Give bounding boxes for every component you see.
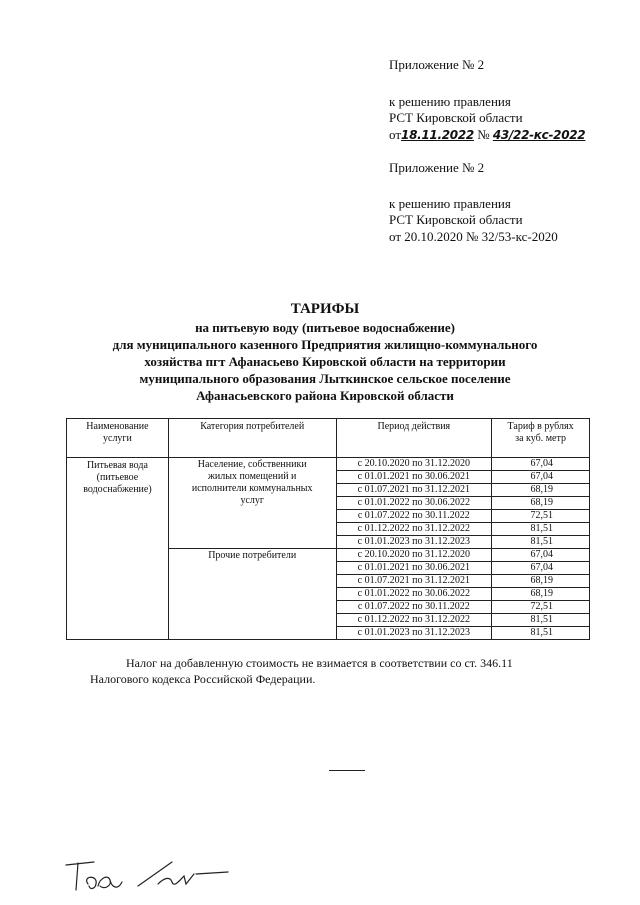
- period-cell: с 01.12.2022 по 31.12.2022: [336, 523, 492, 536]
- tariff-cell: 68,19: [492, 484, 590, 497]
- period-cell: с 20.10.2020 по 31.12.2020: [336, 458, 492, 471]
- handwritten-number: 43/22-кс-2022: [492, 128, 586, 142]
- period-cell: с 01.07.2021 по 31.12.2021: [336, 575, 492, 588]
- category-cell: Прочие потребители: [168, 549, 336, 640]
- signature-scribble: [60, 850, 240, 900]
- tax-note-line-2: Налогового кодекса Российской Федерации.: [90, 672, 316, 686]
- period-cell: с 01.01.2023 по 31.12.2023: [336, 536, 492, 549]
- appendix-label: Приложение № 2: [389, 57, 485, 72]
- period-cell: с 01.01.2021 по 30.06.2021: [336, 562, 492, 575]
- header-period: Период действия: [336, 419, 492, 458]
- title-line-2: для муниципального казенного Предприятия жилищно-коммунального: [112, 337, 538, 352]
- tariff-cell: 81,51: [492, 614, 590, 627]
- service-name-cell: Питьевая вода (питьевое водоснабжение): [67, 458, 169, 640]
- title-line-5: Афанасьевского района Кировской области: [196, 388, 454, 403]
- header-service: Наименование услуги: [67, 419, 169, 458]
- period-cell: с 01.01.2021 по 30.06.2021: [336, 471, 492, 484]
- period-cell: с 01.07.2022 по 30.11.2022: [336, 510, 492, 523]
- end-separator: [329, 770, 365, 771]
- tariff-cell: 72,51: [492, 510, 590, 523]
- tariff-cell: 67,04: [492, 549, 590, 562]
- table-header-row: [67, 419, 590, 458]
- title-line-3: хозяйства пгт Афанасьево Кировской области на территории: [144, 354, 506, 369]
- header-tariff: Тариф в рублях за куб. метр: [492, 419, 590, 458]
- appendix-label-2: Приложение № 2: [389, 160, 485, 175]
- category-cell: Население, собственники жилых помещений и исполнители коммунальных услуг: [168, 458, 336, 549]
- tariff-cell: 72,51: [492, 601, 590, 614]
- period-cell: с 01.01.2022 по 30.06.2022: [336, 497, 492, 510]
- decision-date-line-2: от 20.10.2020 № 32/53-кс-2020: [389, 229, 558, 244]
- tariff-cell: 67,04: [492, 562, 590, 575]
- tariff-cell: 81,51: [492, 536, 590, 549]
- title-line-4: муниципального образования Лыткинское сельское поселение: [139, 371, 511, 386]
- table-row: [67, 458, 590, 471]
- decision-authority-2: РСТ Кировской области: [389, 212, 523, 227]
- tariff-cell: 68,19: [492, 575, 590, 588]
- period-cell: с 01.07.2021 по 31.12.2021: [336, 484, 492, 497]
- document-heading: ТАРИФЫ: [290, 301, 360, 317]
- tariff-cell: 81,51: [492, 627, 590, 640]
- tariff-cell: 67,04: [492, 471, 590, 484]
- tariff-cell: 67,04: [492, 458, 590, 471]
- period-cell: с 01.01.2023 по 31.12.2023: [336, 627, 492, 640]
- header-category: Категория потребителей: [168, 419, 336, 458]
- decision-authority: РСТ Кировской области: [389, 110, 523, 125]
- period-cell: с 20.10.2020 по 31.12.2020: [336, 549, 492, 562]
- tariff-cell: 68,19: [492, 588, 590, 601]
- tariff-table: [66, 418, 590, 640]
- period-cell: с 01.07.2022 по 30.11.2022: [336, 601, 492, 614]
- date-prefix: от: [389, 127, 402, 142]
- tax-note-line-1: Налог на добавленную стоимость не взимается в соответствии со ст. 346.11: [126, 656, 513, 670]
- number-sign: №: [477, 127, 490, 142]
- decision-line-2: к решению правления: [389, 196, 511, 211]
- decision-line: к решению правления: [389, 94, 511, 109]
- title-line-1: на питьевую воду (питьевое водоснабжение): [195, 320, 455, 335]
- tariff-cell: 81,51: [492, 523, 590, 536]
- tariff-cell: 68,19: [492, 497, 590, 510]
- handwritten-date: 18.11.2022: [401, 128, 474, 142]
- decision-date-line: [389, 127, 585, 143]
- period-cell: с 01.12.2022 по 31.12.2022: [336, 614, 492, 627]
- period-cell: с 01.01.2022 по 30.06.2022: [336, 588, 492, 601]
